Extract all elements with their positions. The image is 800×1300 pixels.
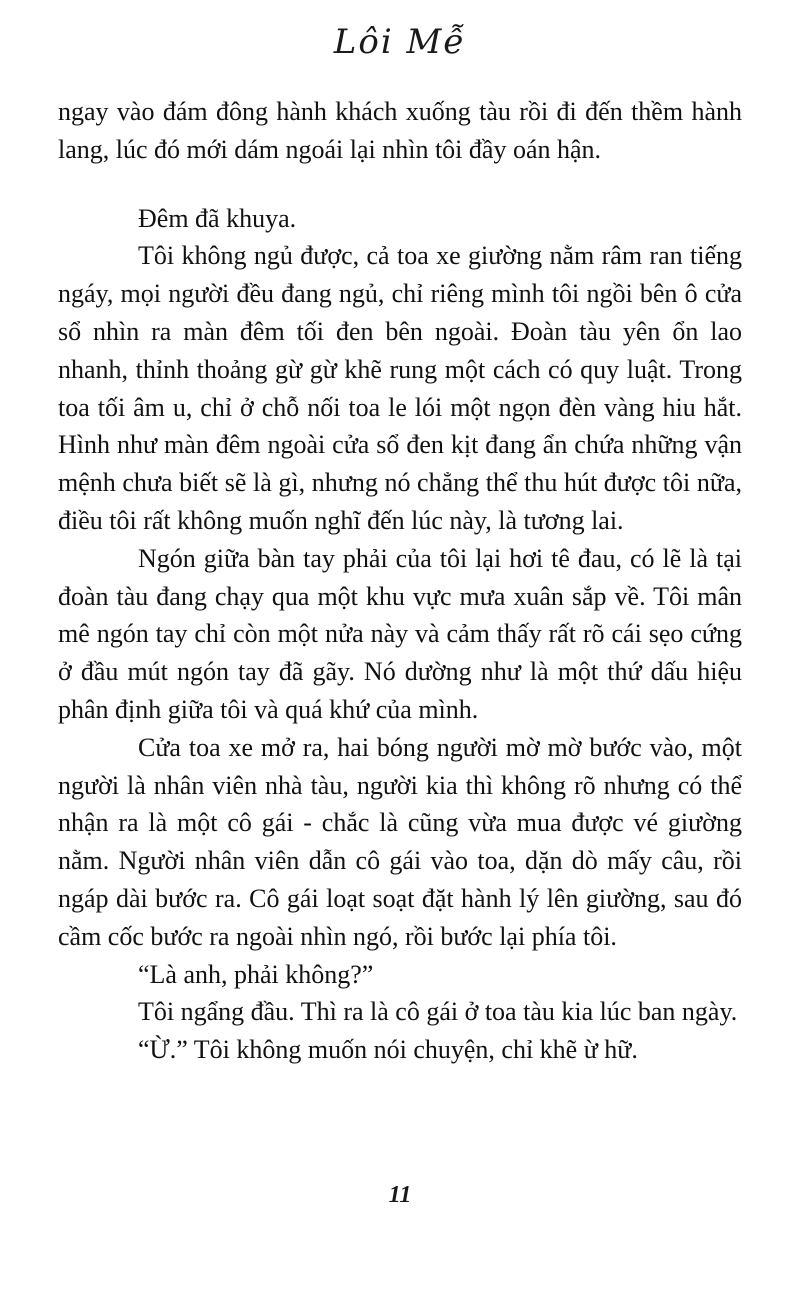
page-number: 11 [388,1182,412,1208]
running-head-title: Lôi Mễ [333,22,467,62]
paragraph: Cửa toa xe mở ra, hai bóng người mờ mờ bước vào, một người là nhân viên nhà tàu, người kia thì không rõ nhưng có thể nhận ra là một cô gái - chắc là cũng vừa mua được vé giường nằm. Người nhân viên dẫn cô gái vào toa, dặn dò mấy câu, rồi ngáp dài bước ra. Cô gái loạt soạt đặt hành lý lên giường, sau đó cầm cốc bước ra ngoài nhìn ngó, rồi bước lại phía tôi. [58,732,742,951]
paragraph: Đêm đã khuya. [138,203,297,233]
paragraph: Tôi ngẩng đầu. Thì ra là cô gái ở toa tàu kia lúc ban ngày. [138,997,738,1027]
paragraph: Ngón giữa bàn tay phải của tôi lại hơi tê đau, có lẽ là tại đoàn tàu đang chạy qua một khu vực mưa xuân sắp về. Tôi mân mê ngón tay chỉ còn một nửa này và cảm thấy rất rõ cái sẹo cứng ở đầu mút ngón tay đã gãy. Nó dường như là một thứ dấu hiệu phân định giữa tôi và quá khứ của mình. [58,543,742,724]
dialogue-line: “Là anh, phải không?” [138,959,374,989]
paragraph: Tôi không ngủ được, cả toa xe giường nằm râm ran tiếng ngáy, mọi người đều đang ngủ, chỉ riêng mình tôi ngồi bên ô cửa sổ nhìn ra màn đêm tối đen bên ngoài. Đoàn tàu yên ổn lao nhanh, thỉnh thoảng gừ gừ khẽ rung một cách có quy luật. Trong toa tối âm u, chỉ ở chỗ nối toa le lói một ngọn đèn vàng hiu hắt. Hình như màn đêm ngoài cửa sổ đen kịt đang ẩn chứa những vận mệnh chưa biết sẽ là gì, nhưng nó chẳng thể thu hút được tôi nữa, điều tôi rất không muốn nghĩ đến lúc này, là tương lai. [58,241,742,535]
body-text [58,93,742,1069]
dialogue-line: “Ừ.” Tôi không muốn nói chuyện, chỉ khẽ ừ hữ. [138,1035,638,1065]
paragraph-continuation: ngay vào đám đông hành khách xuống tàu rồi đi đến thềm hành lang, lúc đó mới dám ngoái lại nhìn tôi đầy oán hận. [58,97,742,164]
